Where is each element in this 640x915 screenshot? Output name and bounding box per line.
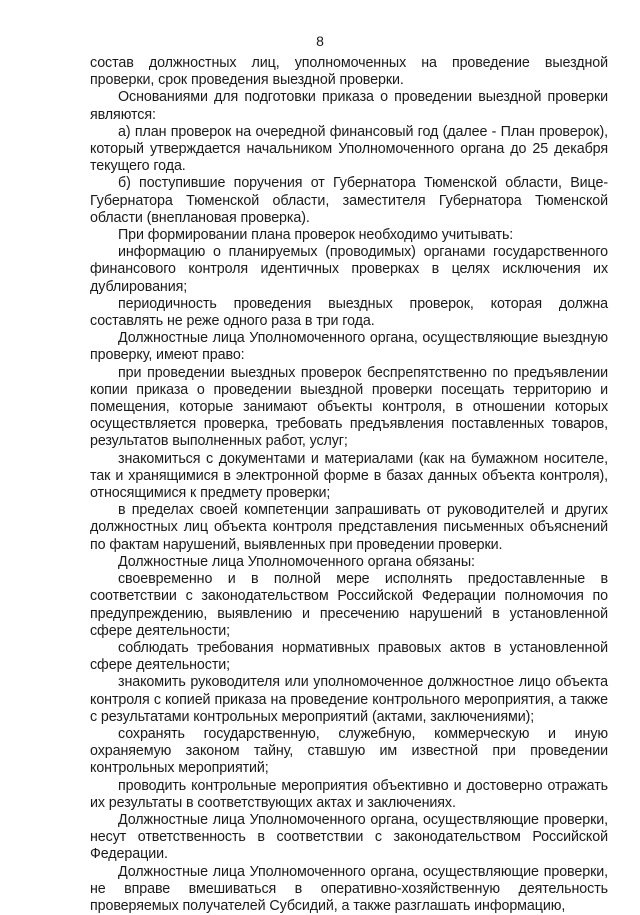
paragraph: знакомиться с документами и материалами (как на бумажном носителе, так и хранящимися в электронной форме в базах данных объекта контроля), относящимися к предмету проверки; xyxy=(90,450,608,502)
paragraph: Должностные лица Уполномоченного органа, осуществляющие выездную проверку, имеют право: xyxy=(90,330,608,364)
paragraph: в пределах своей компетенции запрашивать от руководителей и других должностных лиц объекта контроля представления письменных объяснений по фактам нарушений, выявленных при проведении проверки. xyxy=(90,502,608,553)
paragraph: состав должностных лиц, уполномоченных на проведение выездной проверки, срок проведения выездной проверки. xyxy=(90,55,608,89)
paragraph: а) план проверок на очередной финансовый год (далее - План проверок), который утверждается начальником Уполномоченного органа до 25 декабря текущего года. xyxy=(90,123,608,175)
paragraph: знакомить руководителя или уполномоченное должностное лицо объекта контроля с копией приказа на проведение контрольного мероприятия, а также с результатами контрольных мероприятий (актами, заключениями); xyxy=(90,674,608,725)
paragraph: соблюдать требования нормативных правовых актов в установленной сфере деятельности; xyxy=(90,639,608,674)
document-body xyxy=(90,55,608,915)
paragraph: Должностные лица Уполномоченного органа, осуществляющие проверки, не вправе вмешиваться в оперативно-хозяйственную деятельность проверяемых получателей Субсидий, а также разглашать информацию, xyxy=(90,863,608,914)
paragraph: при проведении выездных проверок беспрепятственно по предъявлении копии приказа о проведении выездной проверки посещать территорию и помещения, которые занимают объекты контроля, в отношении которых осуществляется проверка, требовать предъявления поставленных товаров, результатов выполненных работ, услуг; xyxy=(90,364,608,450)
paragraph: информацию о планируемых (проводимых) органами государственного финансового контроля идентичных проверках в целях исключения их дублирования; xyxy=(90,244,608,295)
paragraph: сохранять государственную, служебную, коммерческую и иную охраняемую законом тайну, ставшую им известной при проведении контрольных мероприятий; xyxy=(90,725,608,777)
paragraph: проводить контрольные мероприятия объективно и достоверно отражать их результаты в соответствующих актах и заключениях. xyxy=(90,777,608,811)
paragraph: б) поступившие поручения от Губернатора Тюменской области, Вице-Губернатора Тюменской области, заместителя Губернатора Тюменской области (внеплановая проверка). xyxy=(90,175,608,226)
paragraph: Должностные лица Уполномоченного органа, осуществляющие проверки, несут ответственность в соответствии с законодательством Российской Федерации. xyxy=(90,811,608,863)
page-number: 8 xyxy=(316,33,324,49)
paragraph: Должностные лица Уполномоченного органа обязаны: xyxy=(118,553,475,570)
paragraph: своевременно и в полной мере исполнять предоставленные в соответствии с законодательством Российской Федерации полномочия по предупреждению, выявлению и пресечению нарушений в установленной сфере деятельности; xyxy=(90,571,608,639)
paragraph: периодичность проведения выездных проверок, которая должна составлять не реже одного раза в три года. xyxy=(90,295,608,330)
paragraph: Основаниями для подготовки приказа о проведении выездной проверки являются: xyxy=(90,89,608,123)
paragraph: При формировании плана проверок необходимо учитывать: xyxy=(118,227,514,244)
